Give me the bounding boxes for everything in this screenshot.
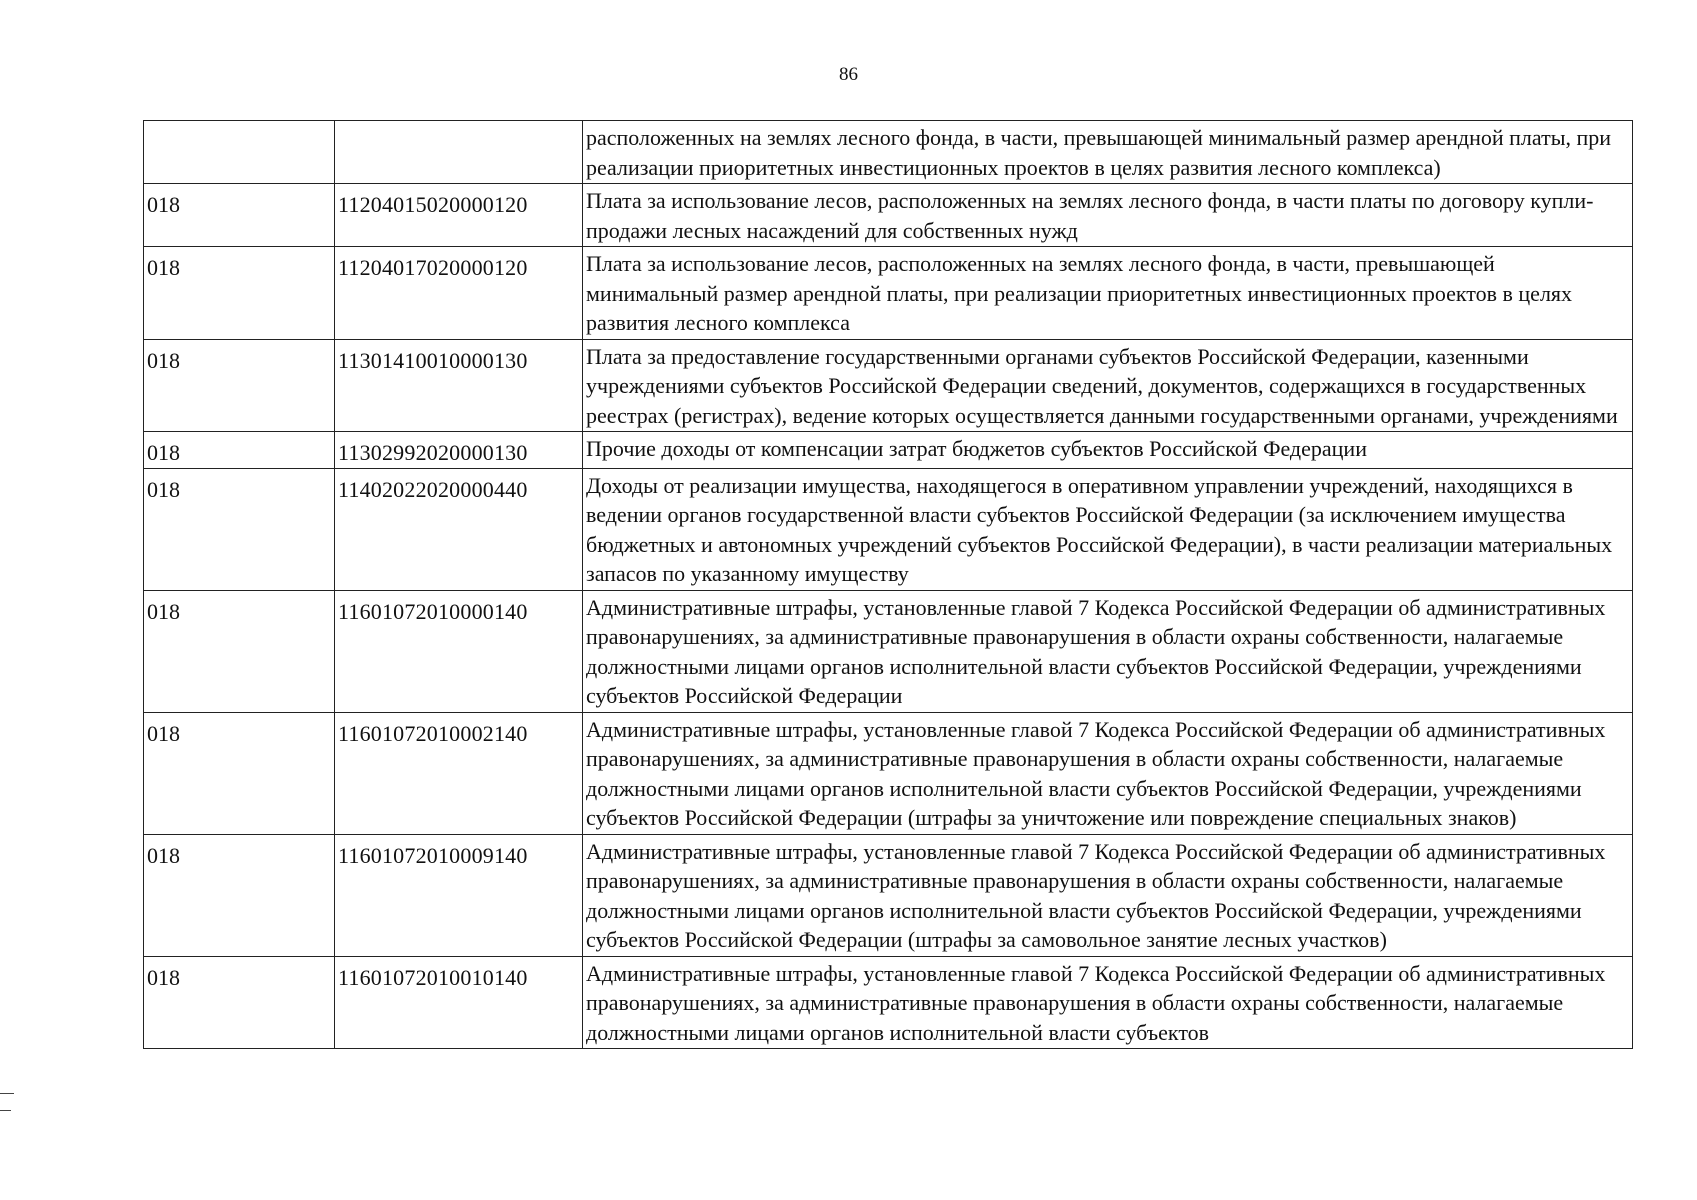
admin-code-cell: 018 bbox=[144, 468, 335, 590]
kbk-code-cell: 11302992020000130 bbox=[335, 432, 583, 469]
table-row bbox=[144, 247, 1633, 340]
admin-code-cell: 018 bbox=[144, 339, 335, 432]
description-cell: Административные штрафы, установленные главой 7 Кодекса Российской Федерации об административных правонарушениях, за административные правонарушения в области охраны собственности, налагаемые должностными лицами органов исполнительной власти субъектов Российской Федерации, учреждениями субъектов Российской Федерации (штрафы за уничтожение или повреждение специальных знаков) bbox=[583, 712, 1633, 834]
table-row bbox=[144, 432, 1633, 469]
admin-code-cell bbox=[144, 121, 335, 184]
page-number: 86 bbox=[839, 64, 858, 85]
table-body bbox=[144, 121, 1633, 1049]
kbk-code-cell: 11601072010002140 bbox=[335, 712, 583, 834]
description-cell: расположенных на землях лесного фонда, в части, превышающей минимальный размер арендной платы, при реализации приоритетных инвестиционных проектов в целях развития лесного комплекса) bbox=[583, 121, 1633, 184]
description-cell: Административные штрафы, установленные главой 7 Кодекса Российской Федерации об административных правонарушениях, за административные правонарушения в области охраны собственности, налагаемые должностными лицами органов исполнительной власти субъектов Российской Федерации, учреждениями субъектов Российской Федерации bbox=[583, 590, 1633, 712]
kbk-code-cell: 11301410010000130 bbox=[335, 339, 583, 432]
description-cell: Плата за использование лесов, расположенных на землях лесного фонда, в части платы по договору купли-продажи лесных насаждений для собственных нужд bbox=[583, 184, 1633, 247]
table-row bbox=[144, 121, 1633, 184]
margin-mark bbox=[0, 1093, 14, 1094]
kbk-code-cell: 11601072010010140 bbox=[335, 956, 583, 1049]
description-cell: Административные штрафы, установленные главой 7 Кодекса Российской Федерации об административных правонарушениях, за административные правонарушения в области охраны собственности, налагаемые должностными лицами органов исполнительной власти субъектов Российской Федерации, учреждениями субъектов Российской Федерации (штрафы за самовольное занятие лесных участков) bbox=[583, 834, 1633, 956]
table-row bbox=[144, 590, 1633, 712]
table-row bbox=[144, 339, 1633, 432]
admin-code-cell: 018 bbox=[144, 184, 335, 247]
description-cell: Плата за использование лесов, расположенных на землях лесного фонда, в части, превышающей минимальный размер арендной платы, при реализации приоритетных инвестиционных проектов в целях развития лесного комплекса bbox=[583, 247, 1633, 340]
margin-mark bbox=[0, 1110, 11, 1111]
kbk-code-cell: 11204015020000120 bbox=[335, 184, 583, 247]
admin-code-cell: 018 bbox=[144, 247, 335, 340]
description-cell: Плата за предоставление государственными органами субъектов Российской Федерации, казенными учреждениями субъектов Российской Федерации сведений, документов, содержащихся в государственных реестрах (регистрах), ведение которых осуществляется данными государственными органами, учреждениями bbox=[583, 339, 1633, 432]
table-row bbox=[144, 956, 1633, 1049]
description-cell: Административные штрафы, установленные главой 7 Кодекса Российской Федерации об административных правонарушениях, за административные правонарушения в области охраны собственности, налагаемые должностными лицами органов исполнительной власти субъектов bbox=[583, 956, 1633, 1049]
kbk-code-cell: 11601072010009140 bbox=[335, 834, 583, 956]
admin-code-cell: 018 bbox=[144, 712, 335, 834]
table-row bbox=[144, 712, 1633, 834]
table-row bbox=[144, 468, 1633, 590]
description-cell: Доходы от реализации имущества, находящегося в оперативном управлении учреждений, находящихся в ведении органов государственной власти субъектов Российской Федерации (за исключением имущества бюджетных и автономных учреждений субъектов Российской Федерации), в части реализации материальных запасов по указанному имуществу bbox=[583, 468, 1633, 590]
table-row bbox=[144, 184, 1633, 247]
kbk-code-cell bbox=[335, 121, 583, 184]
admin-code-cell: 018 bbox=[144, 834, 335, 956]
admin-code-cell: 018 bbox=[144, 590, 335, 712]
description-cell: Прочие доходы от компенсации затрат бюджетов субъектов Российской Федерации bbox=[583, 432, 1633, 469]
table-row bbox=[144, 834, 1633, 956]
kbk-code-cell: 11402022020000440 bbox=[335, 468, 583, 590]
admin-code-cell: 018 bbox=[144, 432, 335, 469]
kbk-code-cell: 11204017020000120 bbox=[335, 247, 583, 340]
revenue-codes-table bbox=[143, 120, 1633, 1049]
kbk-code-cell: 11601072010000140 bbox=[335, 590, 583, 712]
admin-code-cell: 018 bbox=[144, 956, 335, 1049]
